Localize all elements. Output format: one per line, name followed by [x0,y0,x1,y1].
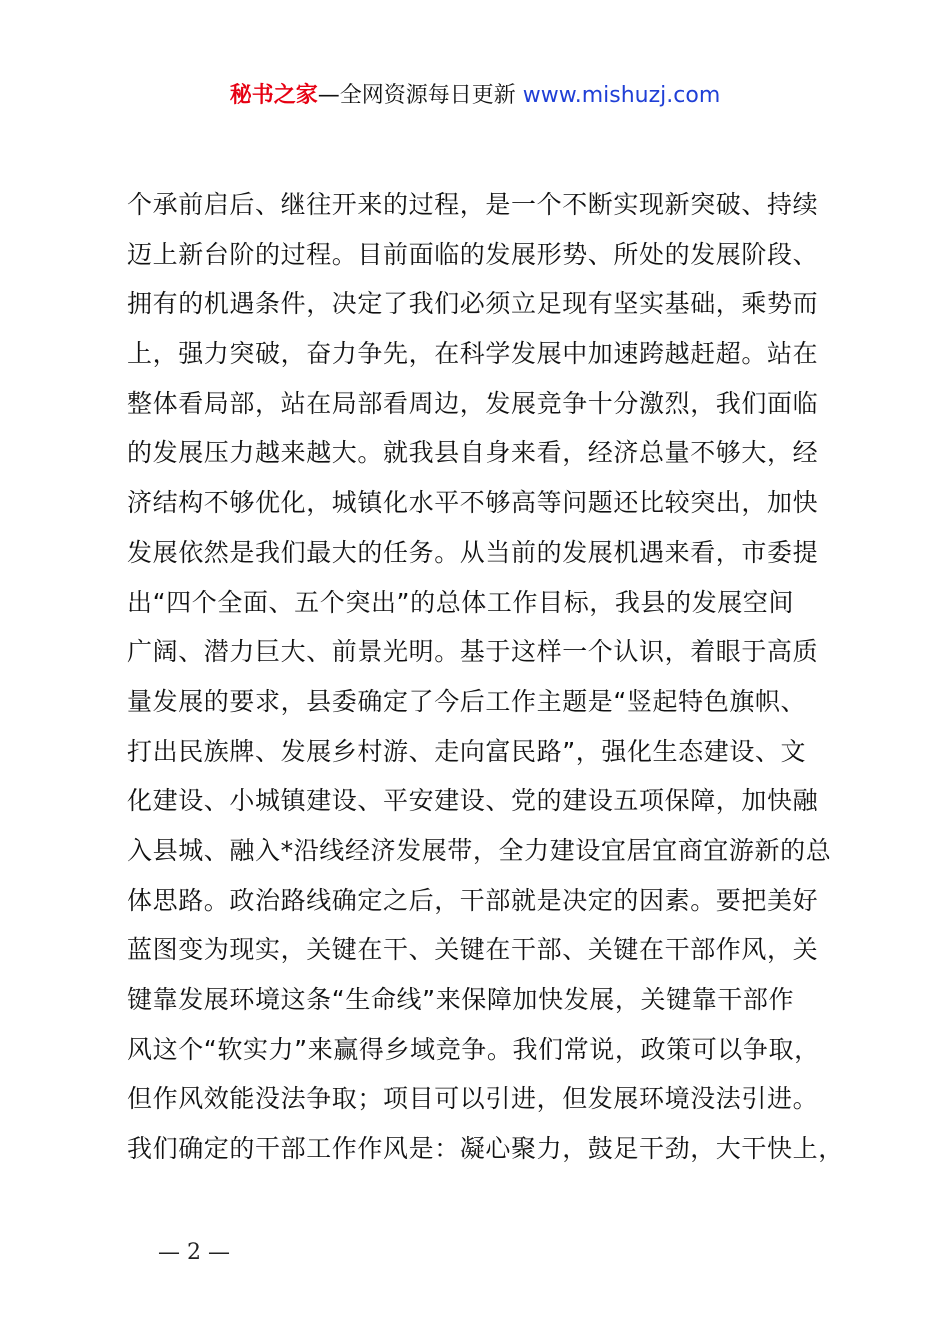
body-line: 化建设、小城镇建设、平安建设、党的建设五项保障，加快融 [127,786,819,816]
body-line: 整体看局部，站在局部看周边，发展竞争十分激烈，我们面临 [127,388,819,418]
body-line: 拥有的机遇条件，决定了我们必须立足现有坚实基础，乘势而 [127,289,819,319]
body-line: 入县城、融入*沿线经济发展带，全力建设宜居宜商宜游新的总 [127,835,832,865]
body-text [127,180,867,1174]
body-line: 济结构不够优化，城镇化水平不够高等问题还比较突出，加快 [127,488,819,518]
body-line: 我们确定的干部工作作风是：凝心聚力，鼓足干劲，大干快上， [127,1134,844,1164]
body-line: 体思路。政治路线确定之后，干部就是决定的因素。要把美好 [127,885,819,915]
body-line: 键靠发展环境这条“生命线”来保障加快发展，关键靠干部作 [127,985,795,1014]
body-line: 广阔、潜力巨大、前景光明。基于这样一个认识，着眼于高质 [127,637,819,667]
body-line: 出“四个全面、五个突出”的总体工作目标，我县的发展空间 [127,587,795,617]
body-line: 个承前启后、继往开来的过程，是一个不断实现新突破、持续 [127,190,819,219]
body-line: 发展依然是我们最大的任务。从当前的发展机遇来看，市委提 [127,537,819,567]
body-line: 的发展压力越来越大。就我县自身来看，经济总量不够大，经 [127,438,819,468]
header-tagline: —全网资源每日更新 [317,83,516,108]
body-line: 上，强力突破，奋力争先，在科学发展中加速跨越赶超。站在 [127,339,819,369]
page-number: — 2 — [158,1240,230,1265]
page-header [0,80,950,112]
body-line: 但作风效能没法争取；项目可以引进，但发展环境没法引进。 [127,1084,819,1114]
body-line: 量发展的要求，县委确定了今后工作主题是“竖起特色旗帜、 [127,686,807,716]
body-line: 蓝图变为现实，关键在干、关键在干部、关键在干部作风，关 [127,935,819,965]
body-line: 风这个“软实力”来赢得乡域竞争。我们常说，政策可以争取， [127,1034,820,1064]
header-brand: 秘书之家 [229,83,318,108]
body-line: 打出民族牌、发展乡村游、走向富民路”，强化生态建设、文 [127,736,807,766]
header-url-link[interactable]: www.mishuzj.com [522,83,721,108]
body-line: 迈上新台阶的过程。目前面临的发展形势、所处的发展阶段、 [127,239,819,269]
